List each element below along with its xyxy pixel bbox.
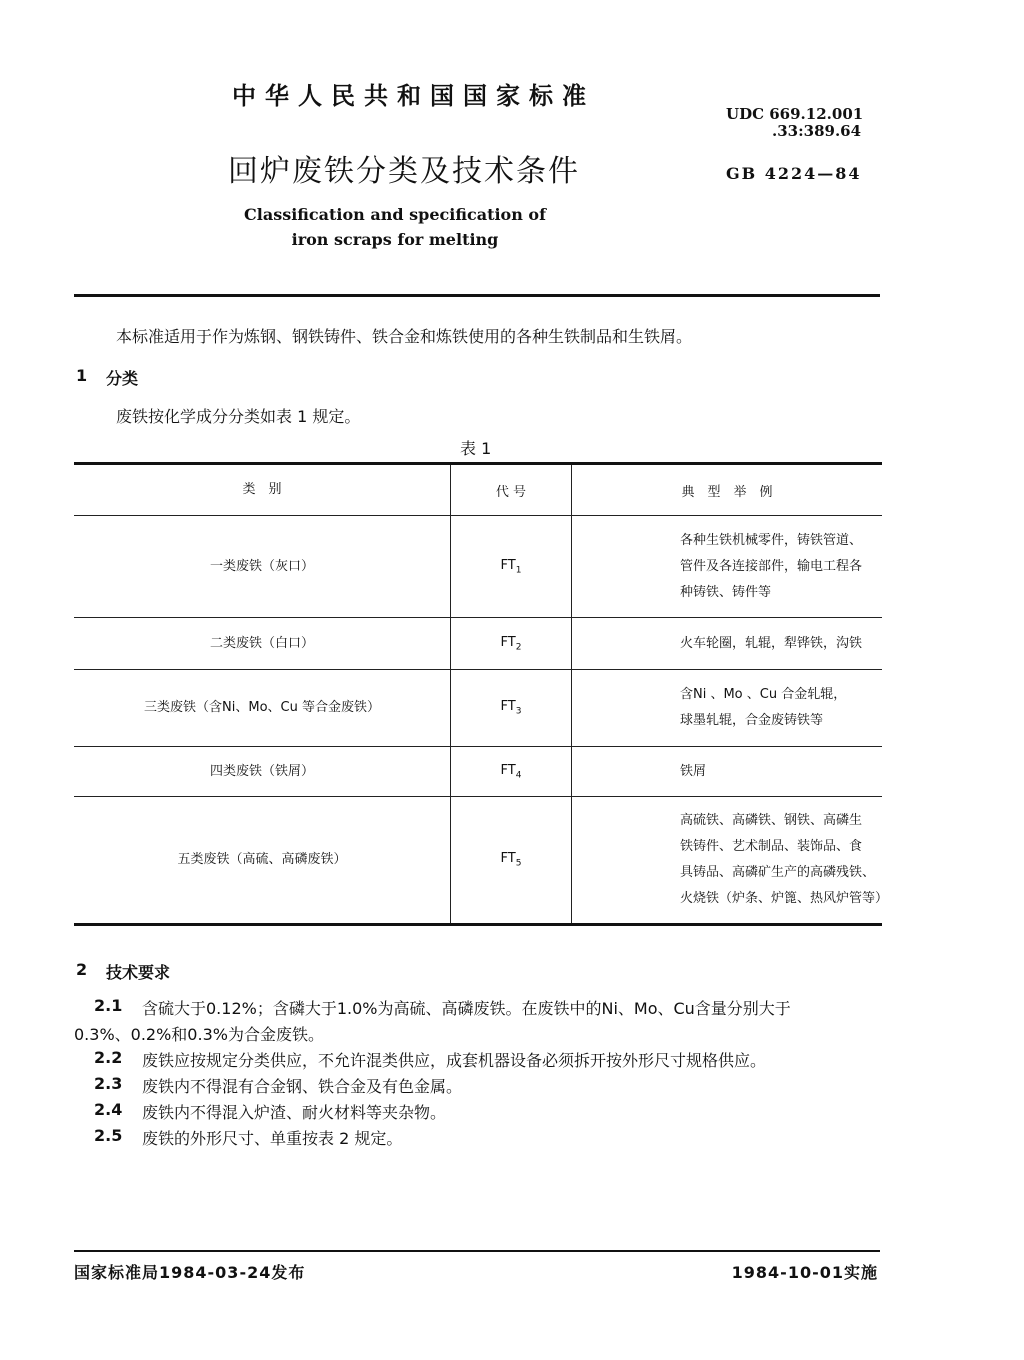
row-category: 四类废铁（铁屑） — [74, 747, 451, 797]
gb-number: GB 4224—84 — [726, 164, 862, 183]
col-header-examples: 典 型 举 例 — [572, 464, 883, 516]
row-examples: 铁屑 — [572, 747, 883, 797]
clause-number: 2.4 — [94, 1100, 123, 1119]
section1-number: 1 — [76, 366, 88, 385]
row-examples: 各种生铁机械零件，铸铁管道、 管件及各连接部件，输电工程各 种铸铁、铸件等 — [572, 516, 883, 618]
row-category: 三类废铁（含Ni、Mo、Cu 等合金废铁） — [74, 670, 451, 747]
document-title: 回炉废铁分类及技术条件 — [228, 154, 580, 189]
classification-table — [74, 462, 889, 926]
effective-date: 1984-10-01实施 — [731, 1263, 878, 1282]
clause-text: 废铁内不得混入炉渣、耐火材料等夹杂物。 — [142, 1103, 447, 1122]
row-code: $FT_5$ — [451, 797, 572, 925]
table-row — [74, 797, 882, 925]
section1-title: 分类 — [106, 369, 139, 388]
clause-text-continued: 0.3%、0.2%和0.3%为合金废铁。 — [74, 1025, 324, 1044]
clause-text: 废铁应按规定分类供应，不允许混类供应，成套机器设备必须拆开按外形尺寸规格供应。 — [142, 1051, 767, 1070]
row-code: $FT_1$ — [451, 516, 572, 618]
issuing-authority: 中华人民共和国国家标准 — [232, 81, 595, 110]
row-category: 二类废铁（白口） — [74, 618, 451, 670]
clause-number: 2.3 — [94, 1074, 123, 1093]
row-code: $FT_2$ — [451, 618, 572, 670]
row-code: $FT_4$ — [451, 747, 572, 797]
udc-line2: .33:389.64 — [772, 122, 862, 140]
section1-text: 废铁按化学成分分类如表 1 规定。 — [116, 407, 361, 426]
intro-paragraph: 本标准适用于作为炼钢、钢铁铸件、铁合金和炼铁使用的各种生铁制品和生铁屑。 — [116, 327, 693, 346]
table-row — [74, 618, 882, 670]
clause-text: 废铁的外形尺寸、单重按表 2 规定。 — [142, 1129, 403, 1148]
footer-divider — [74, 1250, 880, 1252]
clause-number: 2.5 — [94, 1126, 123, 1145]
row-examples: 高硫铁、高磷铁、钢铁、高磷生 铁铸件、艺术制品、装饰品、食 具铸品、高磷矿生产的高磷残铁、 火烧铁（炉条、炉篦、热风炉管等） — [572, 797, 883, 925]
table-row — [74, 670, 882, 747]
section2-title: 技术要求 — [106, 963, 171, 982]
row-examples: 含Ni 、Mo 、Cu 合金轧辊， 球墨轧辊，合金废铸铁等 — [572, 670, 883, 747]
udc-code — [726, 106, 863, 140]
issue-date: 国家标准局1984-03-24发布 — [74, 1263, 306, 1282]
col-header-code: 代 号 — [451, 464, 572, 516]
col-header-category: 类 别 — [74, 464, 451, 516]
header-divider — [74, 294, 880, 297]
table-row — [74, 747, 882, 797]
clause-text: 含硫大于0.12%；含磷大于1.0%为高硫、高磷废铁。在废铁中的Ni、Mo、Cu含量分别大于 — [142, 999, 791, 1018]
table1-caption: 表 1 — [460, 439, 492, 458]
row-code: $FT_3$ — [451, 670, 572, 747]
row-examples: 火车轮圈，轧辊，犁铧铁，沟铁 — [572, 618, 883, 670]
title-en-line1: Classification and specification of — [244, 205, 546, 224]
clause-text: 废铁内不得混有合金钢、铁合金及有色金属。 — [142, 1077, 463, 1096]
clause-number: 2.1 — [94, 996, 123, 1015]
row-category: 一类废铁（灰口） — [74, 516, 451, 618]
table-row — [74, 516, 882, 618]
title-en-line2: iron scraps for melting — [291, 230, 499, 249]
document-title-english — [230, 202, 560, 252]
clause-number: 2.2 — [94, 1048, 123, 1067]
row-category: 五类废铁（高硫、高磷废铁） — [74, 797, 451, 925]
section2-number: 2 — [76, 960, 88, 979]
udc-line1: UDC 669.12.001 — [726, 105, 864, 123]
